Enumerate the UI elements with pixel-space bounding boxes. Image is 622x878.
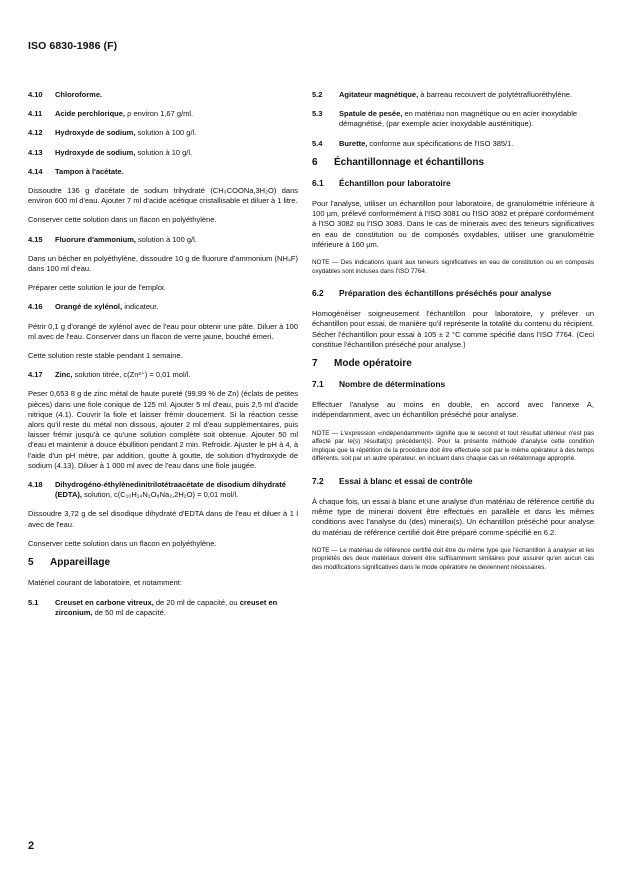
item-4-18: 4.18 Dihydrogéno-éthylènedinitrilotétraacétate de disodium dihydraté (EDTA), solution, c(C₁₀H₁₄N₂O₈Na₂,2H₂O) = 0,01 mol/l.	[28, 480, 286, 500]
document-header: ISO 6830-1986 (F)	[28, 40, 118, 52]
item-4-10: 4.10 Chloroforme.	[28, 90, 103, 99]
item-5-4: 5.4 Burette, conforme aux spécifications de l'ISO 385/1.	[312, 138, 514, 148]
page-number: 2	[28, 840, 35, 852]
paragraph-6-1: Pour l'analyse, utiliser un échantillon pour laboratoire, de granulométrie inférieure à 100 µm, prélevé conformément à l'ISO 3081 ou l'ISO 3082 et préparé conformément à l'ISO 3082 ou l'ISO 3083. Dans le cas de minerais avec des teneurs significatives en eau de constitution ou de composés oxydables, utiliser une granulométrie inférieure à 160 µm.	[312, 199, 594, 249]
item-4-13: 4.13 Hydroxyde de sodium, solution à 10 g/l.	[28, 147, 193, 157]
item-4-12: 4.12 Hydroxyde de sodium, solution à 100 g/l.	[28, 128, 197, 138]
left-column	[28, 90, 298, 627]
heading-6-1: 6.1 Échantillon pour laboratoire	[312, 178, 451, 189]
note-7-1: NOTE — L'expression «indépendamment» signifie que le second et tout résultat ultérieur n'est pas affecté par le(s) résultat(s) précédent(s). Pour la présente méthode d'analyse cette condition implique que la répétition de la procédure doit être effectuée soit par le même opérateur à des temps différents, soit par un autre opérateur, en incluant dans chaque cas un réétalonnage approprié.	[312, 429, 594, 463]
right-column	[312, 90, 594, 585]
item-5-2: 5.2 Agitateur magnétique, à barreau recouvert de polytétrafluoréthylène.	[312, 90, 573, 99]
paragraph-4-14-a: Dissoudre 136 g d'acétate de sodium trihydraté (CH₃COONa,3H₂O) dans environ 600 ml d'eau. Ajouter 7 ml d'acide acétique cristallisable et diluer à 1 litre.	[28, 186, 298, 206]
item-4-16: 4.16 Orangé de xylénol, indicateur.	[28, 302, 159, 312]
item-5-1: 5.1 Creuset en carbone vitreux, de 20 ml de capacité, ou creuset en zirconium, de 50 ml de capacité.	[28, 597, 278, 617]
item-4-15: 4.15 Fluorure d'ammonium, solution à 100 g/l.	[28, 234, 197, 244]
note-6-1: NOTE — Des indications quant aux teneurs significatives en eau de constitution ou en composés oxydables sont incluses dans l'ISO 7764.	[312, 259, 594, 275]
note-7-2: NOTE — Le matériau de référence certifié doit être du même type que l'échantillon à analyser et les propriétés des deux matériaux doivent être suffisamment similaires pour assurer qu'en aucun cas des modifications significatives dans le mode opératoire ne deviennent nécessaires.	[312, 546, 594, 572]
paragraph-4-16-b: Cette solution reste stable pendant 1 semaine.	[28, 351, 183, 361]
item-4-11: 4.11 Acide perchlorique, ρ environ 1,67 g/ml.	[28, 109, 194, 119]
paragraph-4-15-b: Préparer cette solution le jour de l'emploi.	[28, 283, 166, 293]
paragraph-6-2: Homogénéiser soigneusement l'échantillon pour laboratoire, y prélever un échantillon pour essai, de manière qu'il représente la totalité du contenu du récipient. Sécher l'échantillon pour essai à 105 ± 2 °C comme spécifié dans l'ISO 7764. (Ceci constitue l'échantillon préséché pour analyse.)	[312, 309, 594, 349]
paragraph-4-17: Peser 0,653 8 g de zinc métal de haute pureté (99,99 % de Zn) (éclats de petites pièces) dans une fiole conique de 125 ml. Ajouter 5 ml d'eau, puis 2,5 ml d'acide nitrique (4.1). Couvrir la fiole et laisser frémir doucement. Si la réaction cesse alors qu'il reste du métal non dissous, ajouter 2 ml d'eau supplémentaires, puis laisser frémir jusqu'à ce qu'une solution complète soit obtenue. Ajouter 50 ml d'eau et maintenir à douce ébullition pendant 2 min. Refroidir. Ajuster le pH à 4, à l'aide d'un pH mètre, par addition, goutte à goutte, de solution d'hydroxyde de sodium (4.13). Diluer à 1 000 ml avec de l'eau dans une fiole jaugée.	[28, 389, 298, 470]
paragraph-4-15-a: Dans un bécher en polyéthylène, dissoudre 10 g de fluorure d'ammonium (NH₄F) dans 100 ml d'eau.	[28, 253, 298, 274]
heading-6: 6 Échantillonnage et échantillons	[312, 156, 485, 168]
paragraph-5: Matériel courant de laboratoire, et notamment:	[28, 578, 182, 588]
paragraph-7-1: Effectuer l'analyse au moins en double, en accord avec l'annexe A, indépendamment, avec un échantillon préséché pour analyse.	[312, 400, 594, 420]
item-4-14: 4.14 Tampon à l'acétate.	[28, 166, 124, 176]
paragraph-4-16-a: Pétrir 0,1 g d'orangé de xylénol avec de l'eau pour obtenir une pâte. Diluer à 100 ml avec de l'eau. Conserver dans un flacon de verre jaune, bouché émeri.	[28, 321, 298, 341]
heading-6-2: 6.2 Préparation des échantillons préséchés pour analyse	[312, 288, 552, 299]
item-5-3: 5.3 Spatule de pesée, en matériau non magnétique ou en acier inoxydable démagnétisé, (par exemple acier inoxydable austénitique).	[312, 109, 578, 129]
heading-5: 5 Appareillage	[28, 557, 111, 569]
heading-7-1: 7.1 Nombre de déterminations	[312, 379, 446, 390]
paragraph-4-18-b: Conserver cette solution dans un flacon en polyéthylène.	[28, 538, 217, 548]
paragraph-7-2: À chaque fois, un essai à blanc et une analyse d'un matériau de référence certifié du même type de minerai doivent être effectués en parallèle et dans les mêmes conditions avec l'analyse du (des) minerai(s). Un échantillon préséché pour analyse du matériau de référence certifié doit être préparé comme spécifié en 6.2.	[312, 497, 594, 537]
heading-7-2: 7.2 Essai à blanc et essai de contrôle	[312, 476, 473, 487]
item-4-17: 4.17 Zinc, solution titrée, c(Zn²⁺) = 0,01 mol/l.	[28, 370, 191, 380]
paragraph-4-18-a: Dissoudre 3,72 g de sel disodique dihydraté d'EDTA dans de l'eau et diluer à 1 l avec de l'eau.	[28, 509, 298, 529]
paragraph-4-14-b: Conserver cette solution dans un flacon en polyéthylène.	[28, 215, 217, 225]
heading-7: 7 Mode opératoire	[312, 358, 412, 370]
